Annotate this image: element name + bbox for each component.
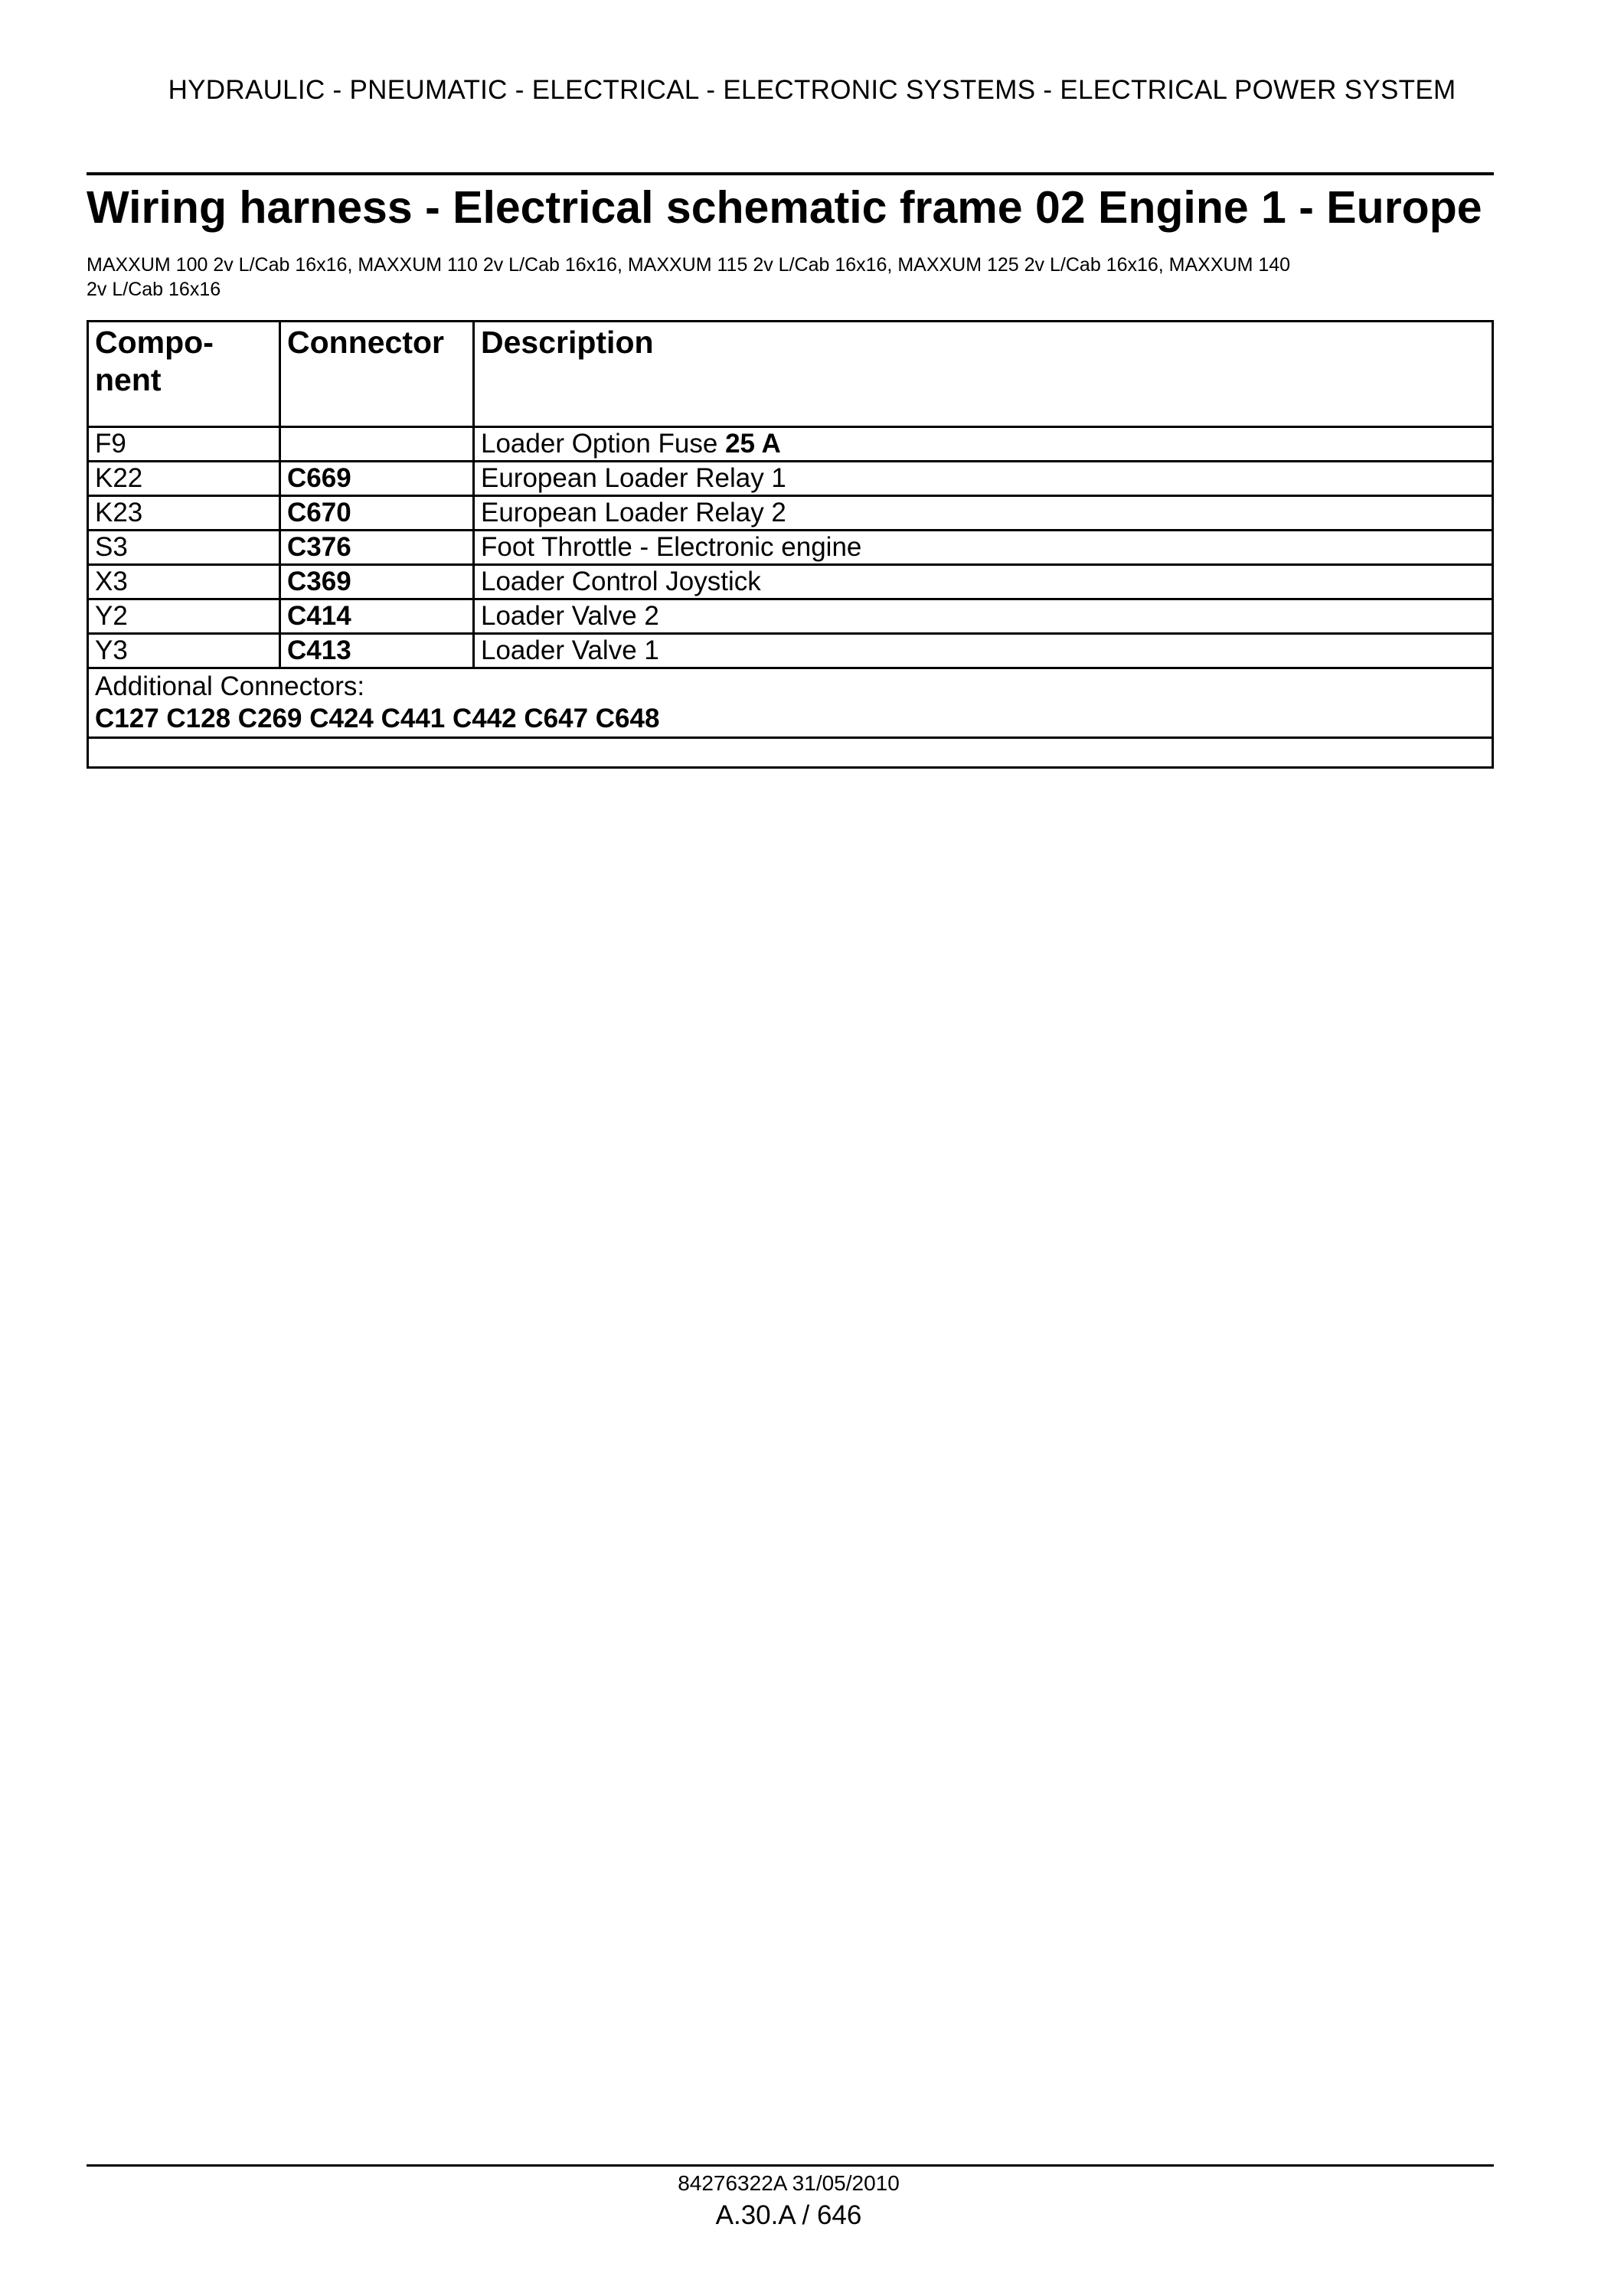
column-header-component: [88, 322, 280, 427]
table-row: [88, 462, 1493, 496]
additional-connectors-label: Additional Connectors:: [95, 671, 365, 701]
title-divider: [87, 172, 1494, 175]
column-header-component-line-2: nent: [95, 362, 162, 397]
connector-cell: C413: [280, 634, 474, 668]
component-cell: S3: [88, 531, 280, 565]
additional-connectors-cell: [88, 668, 1493, 738]
description-cell: Loader Valve 1: [474, 634, 1493, 668]
component-cell: F9: [88, 427, 280, 462]
description-cell: European Loader Relay 1: [474, 462, 1493, 496]
description-cell: Foot Throttle - Electronic engine: [474, 531, 1493, 565]
empty-cell: [88, 738, 1493, 768]
description-cell: Loader Control Joystick: [474, 565, 1493, 599]
column-header-component-line-1: Compo-: [95, 325, 214, 360]
connector-cell: C414: [280, 599, 474, 634]
description-cell: [474, 427, 1493, 462]
connector-cell: [280, 427, 474, 462]
connector-cell: C670: [280, 496, 474, 531]
model-list-line-1: MAXXUM 100 2v L/Cab 16x16, MAXXUM 110 2v L/Cab 16x16, MAXXUM 115 2v L/Cab 16x16, MAXXUM 125 2v L/Cab 16x16, MAXXUM 140: [87, 254, 1291, 276]
additional-connectors-row: [88, 668, 1493, 738]
model-list: [87, 253, 1465, 302]
empty-row: [88, 738, 1493, 768]
description-cell: European Loader Relay 2: [474, 496, 1493, 531]
table-row: [88, 531, 1493, 565]
column-header-description: Description: [474, 322, 1493, 427]
table-row: [88, 634, 1493, 668]
connector-cell: C369: [280, 565, 474, 599]
table-row: [88, 496, 1493, 531]
description-rating: 25 A: [725, 429, 781, 459]
footer-divider: [87, 2164, 1494, 2167]
connector-cell: C669: [280, 462, 474, 496]
component-cell: Y2: [88, 599, 280, 634]
description-text: Loader Option Fuse: [481, 429, 726, 459]
table-row: [88, 565, 1493, 599]
table-row: [88, 599, 1493, 634]
table-header-row: [88, 322, 1493, 427]
page-number: A.30.A / 646: [715, 2200, 862, 2230]
additional-connectors-list: C127 C128 C269 C424 C441 C442 C647 C648: [95, 704, 660, 733]
document-code: 84276322A 31/05/2010: [678, 2171, 900, 2195]
page-title: Wiring harness - Electrical schematic frame 02 Engine 1 - Europe: [87, 182, 1482, 233]
table-row: [88, 427, 1493, 462]
component-cell: Y3: [88, 634, 280, 668]
component-cell: X3: [88, 565, 280, 599]
connector-cell: C376: [280, 531, 474, 565]
component-table: [87, 320, 1494, 769]
description-cell: Loader Valve 2: [474, 599, 1493, 634]
section-header: HYDRAULIC - PNEUMATIC - ELECTRICAL - ELECTRONIC SYSTEMS - ELECTRICAL POWER SYSTEM: [168, 75, 1456, 105]
component-cell: K22: [88, 462, 280, 496]
component-cell: K23: [88, 496, 280, 531]
column-header-connector: Connector: [280, 322, 474, 427]
model-list-line-2: 2v L/Cab 16x16: [87, 279, 221, 300]
